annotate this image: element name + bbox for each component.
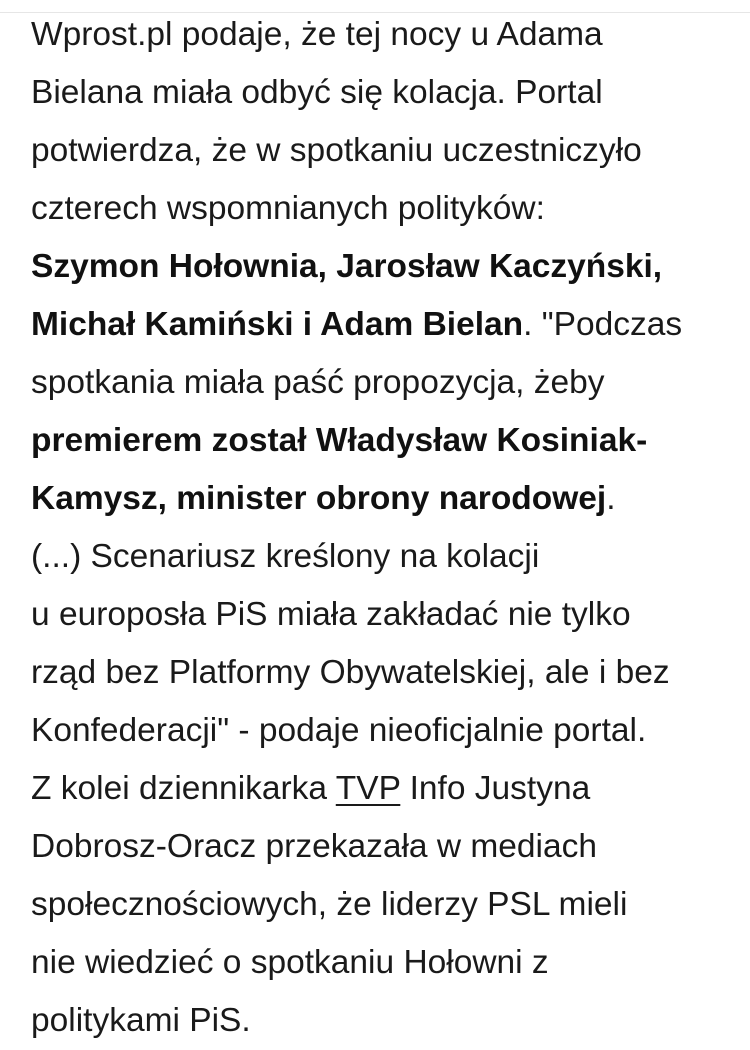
quote-start-text: . "Podczas xyxy=(523,306,683,343)
article-line: Dobrosz-Oracz przekazała w mediach xyxy=(31,828,597,865)
article-body xyxy=(31,6,731,1050)
article-line: (...) Scenariusz kreślony na kolacji xyxy=(31,538,540,575)
article-line: Konfederacji" - podaje nieoficjalnie portal. xyxy=(31,712,647,749)
article-line xyxy=(31,296,731,354)
article-line xyxy=(31,760,731,818)
article-line xyxy=(31,470,731,528)
article-line: społecznościowych, że liderzy PSL mieli xyxy=(31,886,628,923)
period-text: . xyxy=(606,480,616,517)
article-line: spotkania miała paść propozycja, żeby xyxy=(31,364,605,401)
article-line: politykami PiS. xyxy=(31,1002,251,1039)
tvp-link[interactable]: TVP xyxy=(335,770,401,807)
article-line: czterech wspomnianych polityków: xyxy=(31,190,545,227)
article-line: Wprost.pl podaje, że tej nocy u Adama xyxy=(31,16,603,53)
bold-minister-text: Kamysz, minister obrony narodowej xyxy=(31,480,607,517)
article-line: potwierdza, że w spotkaniu uczestniczyło xyxy=(31,132,642,169)
article-line: nie wiedzieć o spotkaniu Hołowni z xyxy=(31,944,549,981)
article-line: u europosła PiS miała zakładać nie tylko xyxy=(31,596,631,633)
article-line: Bielana miała odbyć się kolacja. Portal xyxy=(31,74,603,111)
bold-politicians-line: Szymon Hołownia, Jarosław Kaczyński, xyxy=(31,248,663,285)
bold-politicians-text: Michał Kamiński i Adam Bielan xyxy=(31,306,524,343)
line-text-after-link: Info Justyna xyxy=(400,770,591,807)
bold-premier-line: premierem został Władysław Kosiniak- xyxy=(31,422,648,459)
article-line: rząd bez Platformy Obywatelskiej, ale i bez xyxy=(31,654,670,691)
line-text-before-link: Z kolei dziennikarka xyxy=(31,770,336,807)
